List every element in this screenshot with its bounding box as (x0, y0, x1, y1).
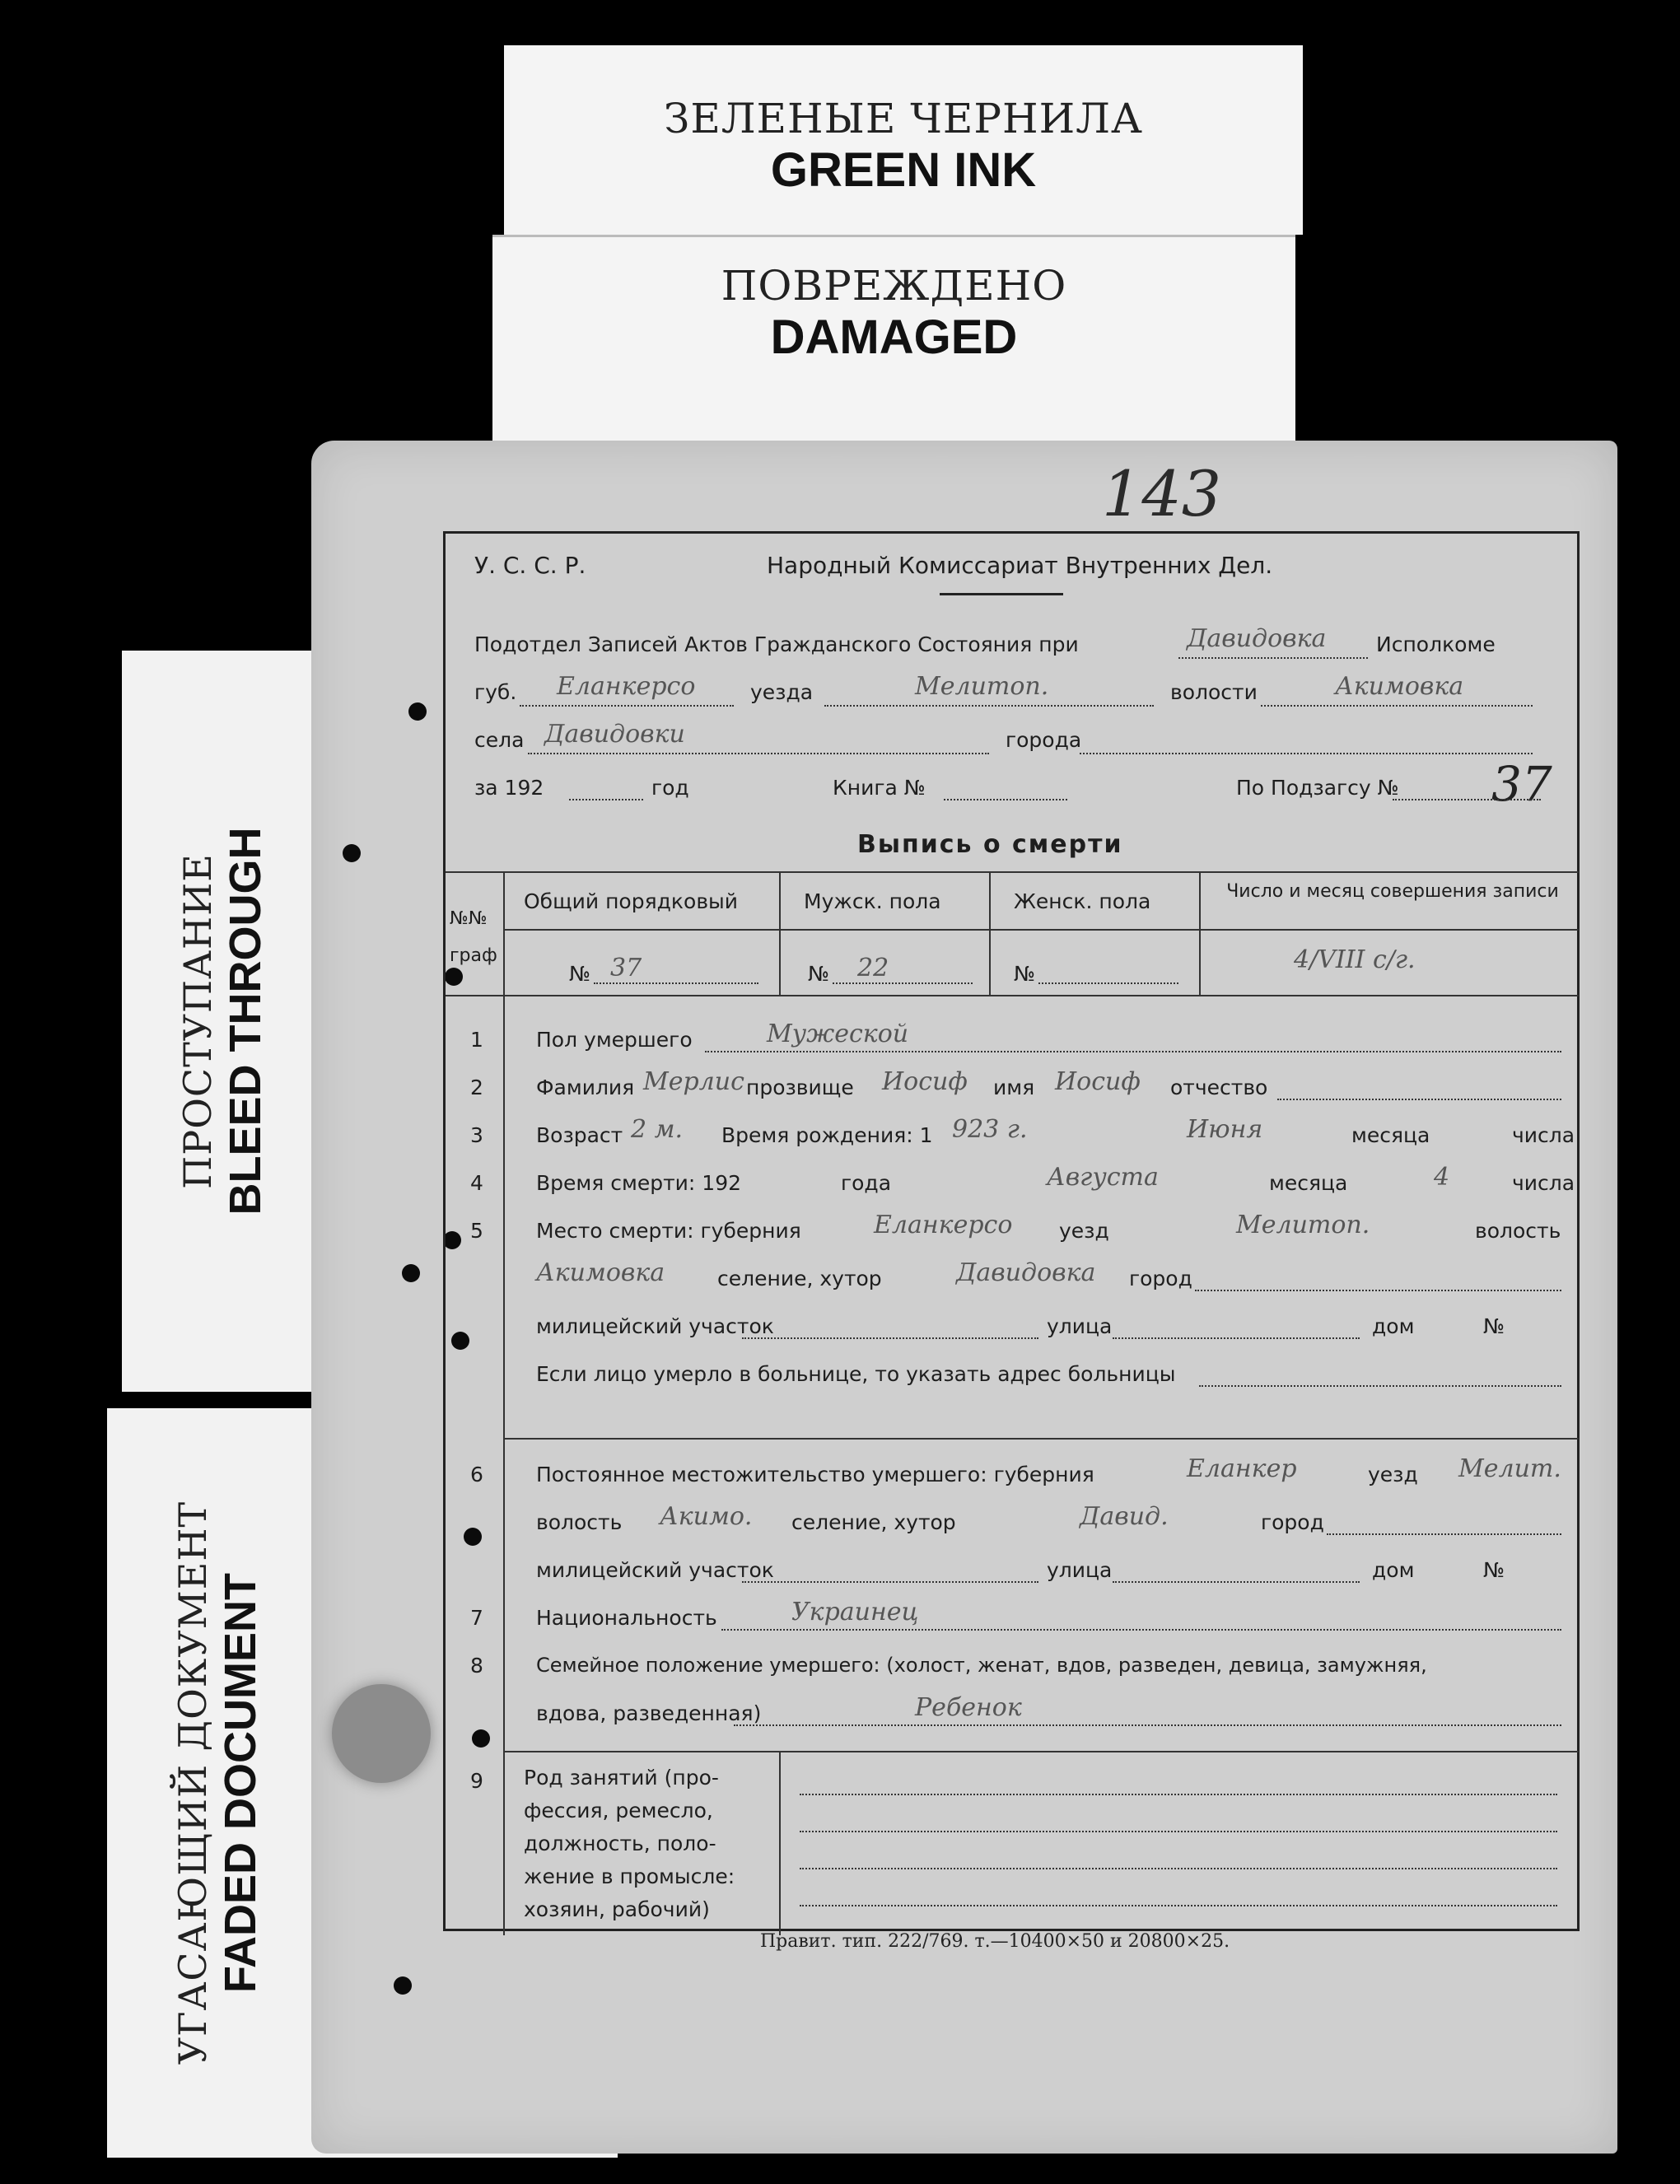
fill-line (1113, 1337, 1360, 1339)
r5-village-value: Давидовка (956, 1258, 1096, 1287)
r5-city: город (1129, 1267, 1192, 1290)
document-title: Выпись о смерти (857, 830, 1123, 859)
general-no: № (569, 962, 591, 986)
ussr-label: У. С. С. Р. (474, 552, 586, 579)
fill-line (1038, 982, 1178, 984)
r3-birth-month: Июня (1187, 1115, 1263, 1144)
gub-value: Еланкерсо (557, 672, 696, 701)
subdept-value: Давидовка (1187, 624, 1327, 653)
damaged-ru: ПОВРЕЖДЕНО (721, 262, 1067, 310)
subdept-label: Подотдел Записей Актов Гражданского Состояния при (474, 632, 1079, 656)
r9-label2: фессия, ремесло, (524, 1799, 713, 1822)
podzags-label: По Подзагсу № (1236, 776, 1399, 800)
fill-line (742, 1337, 1038, 1339)
r5-volost: волость (1475, 1219, 1561, 1243)
fill-line (569, 799, 643, 800)
fill-line (800, 1868, 1557, 1869)
table-rule (503, 1751, 1579, 1752)
podzags-value: 37 (1491, 756, 1552, 812)
r3-month: месяца (1351, 1123, 1430, 1147)
r2-name-value: Иосиф (1055, 1067, 1141, 1096)
r8-label2: вдова, разведенная) (536, 1701, 762, 1725)
r6-uezd: уезд (1368, 1463, 1418, 1486)
r3-label: Возраст (536, 1123, 623, 1147)
punch-hole (402, 1264, 420, 1282)
row-num: 5 (470, 1219, 483, 1243)
fill-line (824, 705, 1154, 707)
row-num: 4 (470, 1171, 483, 1195)
table-rule (503, 929, 1579, 931)
r4-month: месяца (1269, 1171, 1348, 1195)
fill-line (1113, 1581, 1360, 1583)
r5-village: селение, хутор (717, 1267, 882, 1290)
r5-gub-value: Еланкерсо (874, 1211, 1013, 1239)
commissariat-label: Народный Комиссариат Внутренних Дел. (767, 552, 1273, 579)
r2-surname: Мерлис (643, 1067, 744, 1096)
kniga-label: Книга № (833, 776, 926, 800)
r4-month-value: Августа (1047, 1163, 1159, 1192)
r5-police: милицейский участок (536, 1314, 774, 1338)
r6-village-value: Давид. (1080, 1502, 1169, 1531)
selo-label: села (474, 728, 525, 752)
punch-hole (343, 844, 361, 862)
r4-day: числа (1512, 1171, 1575, 1195)
green-ink-en: GREEN INK (770, 143, 1037, 197)
r5-uezd-value: Мелитоп. (1236, 1211, 1370, 1239)
row-num: 2 (470, 1076, 483, 1099)
bleed-through-text (175, 828, 271, 1216)
r2-patr: отчество (1170, 1076, 1268, 1099)
damaged-label (492, 235, 1295, 445)
table-rule (989, 871, 991, 995)
table-rule (446, 871, 1579, 873)
col-graf: граф (450, 945, 497, 966)
r3-birth: Время рождения: 1 (721, 1123, 933, 1147)
fill-line (705, 1051, 1561, 1052)
r5-label: Место смерти: губерния (536, 1219, 801, 1243)
r5-street: улица (1047, 1314, 1113, 1338)
table-rule (779, 1751, 781, 1935)
r6-city: город (1261, 1510, 1324, 1534)
volost-label: волости (1170, 680, 1258, 704)
fill-line (800, 1831, 1557, 1832)
col-date: Число и месяц совершения записи (1226, 881, 1559, 902)
r9-label5: хозяин, рабочий) (524, 1897, 710, 1921)
header-separator (940, 593, 1063, 595)
male-no: № (808, 962, 830, 986)
fill-line (1277, 1099, 1561, 1100)
fill-line (833, 982, 973, 984)
general-value: 37 (610, 954, 642, 982)
r3-day: числа (1512, 1123, 1575, 1147)
r4-year: года (841, 1171, 892, 1195)
fill-line (1327, 1533, 1561, 1535)
r8-label: Семейное положение умершего: (холост, женат, вдов, разведен, девица, замужняя, (536, 1654, 1427, 1677)
faded-document-ru: УГАСАЮЩИЙ ДОКУМЕНТ (170, 1500, 215, 2065)
bleed-through-ru: ПРОСТУПАНИЕ (175, 853, 220, 1189)
stain-mark (332, 1684, 431, 1783)
r2-nick-value: Иосиф (882, 1067, 968, 1096)
r6-gub-value: Еланкер (1187, 1454, 1297, 1483)
r4-day-value: 4 (1434, 1163, 1450, 1192)
row-num: 9 (470, 1769, 483, 1793)
row-num: 1 (470, 1028, 483, 1052)
r7-value: Украинец (791, 1598, 919, 1626)
r1-value: Мужеской (767, 1020, 909, 1048)
fill-line (742, 1581, 1038, 1583)
row-num: 3 (470, 1123, 483, 1147)
r2-label: Фамилия (536, 1076, 635, 1099)
bleed-through-en: BLEED THROUGH (220, 827, 270, 1216)
fill-line (800, 1905, 1557, 1906)
green-ink-label (504, 45, 1303, 235)
r5-hospital: Если лицо умерло в больнице, то указать адрес больницы (536, 1362, 1176, 1386)
table-rule (503, 1438, 1579, 1440)
fill-line (594, 982, 758, 984)
selo-value: Давидовки (544, 720, 685, 749)
r6-police: милицейский участок (536, 1558, 774, 1582)
fill-line (1080, 753, 1533, 754)
r2-name: имя (993, 1076, 1035, 1099)
r1-label: Пол умершего (536, 1028, 693, 1052)
uezd-value: Мелитоп. (915, 672, 1049, 701)
r8-value: Ребенок (915, 1693, 1022, 1722)
fill-line (1199, 1385, 1561, 1387)
green-ink-ru: ЗЕЛЕНЫЕ ЧЕРНИЛА (664, 95, 1143, 142)
fill-line (734, 1724, 1561, 1726)
r5-house: дом (1372, 1314, 1415, 1338)
print-note: Правит. тип. 222/769. т.—10400×50 и 20800×25. (760, 1931, 1230, 1952)
fill-line (800, 1794, 1557, 1795)
bleed-through-label (122, 651, 324, 1392)
r6-label: Постоянное местожительство умершего: губерния (536, 1463, 1094, 1486)
table-rule (503, 871, 505, 1935)
fill-line (1261, 705, 1533, 707)
r6-village: селение, хутор (791, 1510, 956, 1534)
ispolkom-label: Исполкоме (1376, 632, 1496, 656)
col-female: Женск. пола (1014, 889, 1151, 913)
fill-line (1178, 657, 1368, 659)
r5-no: № (1483, 1314, 1505, 1338)
r4-label: Время смерти: 192 (536, 1171, 741, 1195)
r2-nick: прозвище (746, 1076, 854, 1099)
r5-uezd: уезд (1059, 1219, 1109, 1243)
death-record-form (443, 531, 1580, 1931)
fill-line (528, 753, 989, 754)
fill-line (944, 799, 1067, 800)
volost-value: Акимовка (1335, 672, 1464, 701)
r9-label3: должность, поло- (524, 1832, 716, 1855)
god-label: год (651, 776, 689, 800)
r6-no: № (1483, 1558, 1505, 1582)
r3-birth-year: 923 г. (952, 1115, 1028, 1144)
r6-volost: волость (536, 1510, 623, 1534)
r9-label4: жение в промысле: (524, 1864, 735, 1888)
fill-line (1195, 1290, 1561, 1291)
fill-line (1393, 799, 1541, 800)
fill-line (721, 1629, 1561, 1631)
date-value: 4/VIII с/г. (1294, 945, 1416, 974)
r6-uezd-value: Мелит. (1458, 1454, 1561, 1483)
row-num: 8 (470, 1654, 483, 1678)
row-num: 7 (470, 1606, 483, 1630)
r5-volost-value: Акимовка (536, 1258, 665, 1287)
year-label: за 192 (474, 776, 544, 800)
gorod-label: города (1006, 728, 1082, 752)
fill-line (520, 705, 734, 707)
table-rule (779, 871, 781, 995)
uezd-label: уезда (750, 680, 814, 704)
punch-hole (408, 702, 427, 721)
col-male: Мужск. пола (804, 889, 941, 913)
death-record-sheet (311, 441, 1617, 2154)
faded-document-text (170, 1501, 266, 2065)
col-general: Общий порядковый (524, 889, 739, 913)
r7-label: Национальность (536, 1606, 717, 1630)
table-rule (1199, 871, 1201, 995)
r6-street: улица (1047, 1558, 1113, 1582)
r9-label1: Род занятий (про- (524, 1766, 719, 1790)
row-num: 6 (470, 1463, 483, 1486)
col-nn: №№ (450, 908, 488, 929)
damaged-en: DAMAGED (770, 310, 1018, 364)
punch-hole (394, 1976, 412, 1995)
faded-document-en: FADED DOCUMENT (216, 1573, 265, 1993)
male-value: 22 (857, 954, 889, 982)
table-rule (446, 995, 1579, 996)
r6-house: дом (1372, 1558, 1415, 1582)
gub-label: губ. (474, 680, 517, 704)
r6-volost-value: Акимо. (660, 1502, 753, 1531)
female-no: № (1014, 962, 1036, 986)
archive-number: 143 (1102, 457, 1222, 530)
r3-age: 2 м. (631, 1115, 684, 1144)
